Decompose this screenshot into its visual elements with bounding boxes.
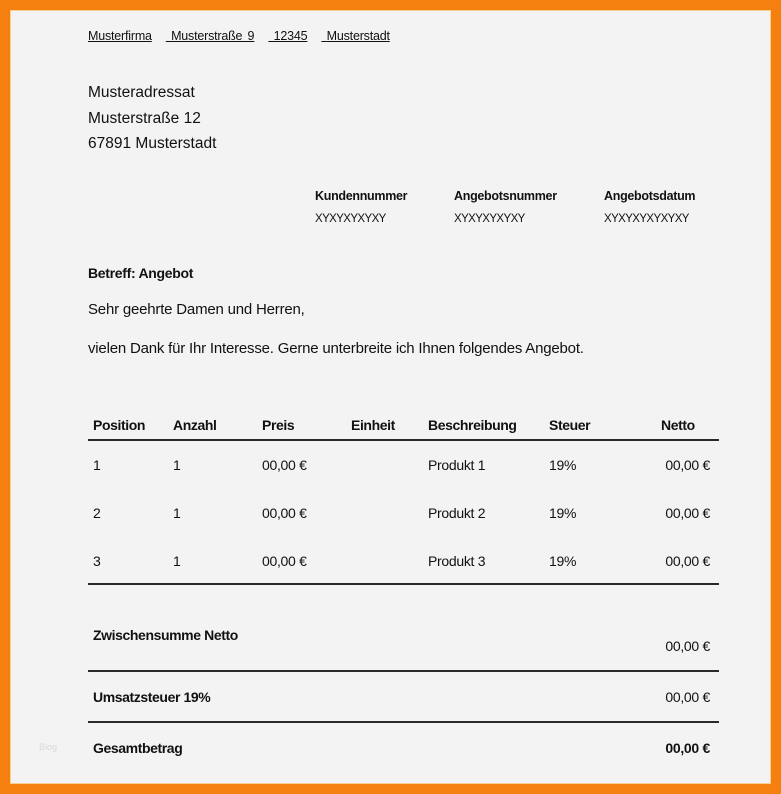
cell-steuer: 19% [549,505,577,521]
header-einheit: Einheit [351,417,395,433]
cell-steuer: 19% [549,457,577,473]
cell-beschreibung: Produkt 3 [428,553,486,569]
cell-beschreibung: Produkt 2 [428,505,486,521]
sender-city: Musterstadt [326,29,390,43]
recipient-city: 67891 Musterstadt [88,135,217,152]
cell-netto: 00,00 € [665,457,710,473]
cell-preis: 00,00 € [262,457,307,473]
cell-anzahl: 1 [173,505,181,521]
watermark: Blog [39,742,58,752]
header-position: Position [93,417,146,433]
subject-line: Betreff: Angebot [88,265,194,281]
sender-line [88,29,390,43]
offer-number-label: Angebotsnummer [454,189,557,203]
cell-anzahl: 1 [173,553,181,569]
cell-position: 3 [93,553,101,569]
header-divider [88,439,719,441]
sender-company: Musterfirma [88,29,152,43]
header-netto: Netto [661,417,695,433]
offer-number-value: XYXYXYXYXY [454,213,525,225]
header-beschreibung: Beschreibung [428,417,517,433]
header-anzahl: Anzahl [173,417,217,433]
customer-number-label: Kundennummer [315,189,408,203]
cell-preis: 00,00 € [262,553,307,569]
subtotal-value: 00,00 € [665,638,710,654]
recipient-address [88,80,216,157]
cell-anzahl: 1 [173,457,181,473]
recipient-street: Musterstraße 12 [88,109,201,127]
header-steuer: Steuer [549,417,591,433]
total-value: 00,00 € [665,740,710,756]
subtotal-divider [88,670,719,672]
cell-beschreibung: Produkt 1 [428,457,486,473]
customer-number-value: XYXYXYXYXY [315,213,386,225]
salutation: Sehr geehrte Damen und Herren, [88,301,305,318]
total-label: Gesamtbetrag [93,740,183,756]
vat-value: 00,00 € [665,689,710,705]
recipient-name: Musteradressat [88,84,195,101]
cell-netto: 00,00 € [665,505,710,521]
vat-label: Umsatzsteuer 19% [93,689,211,705]
sender-street: Musterstraße 9 [171,29,255,43]
intro-text: vielen Dank für Ihr Interesse. Gerne unterbreite ich Ihnen folgendes Angebot. [88,340,584,357]
header-preis: Preis [262,417,295,433]
cell-steuer: 19% [549,553,577,569]
cell-netto: 00,00 € [665,553,710,569]
vat-divider [88,721,719,723]
table-bottom-divider [88,583,719,585]
cell-preis: 00,00 € [262,505,307,521]
offer-date-value: XYXYXYXYXYXY [604,213,689,225]
sender-zip: 12345 [273,29,308,43]
cell-position: 2 [93,505,101,521]
subtotal-label: Zwischensumme Netto [93,627,238,643]
cell-position: 1 [93,457,101,473]
document-page [10,10,771,784]
offer-date-label: Angebotsdatum [604,189,696,203]
